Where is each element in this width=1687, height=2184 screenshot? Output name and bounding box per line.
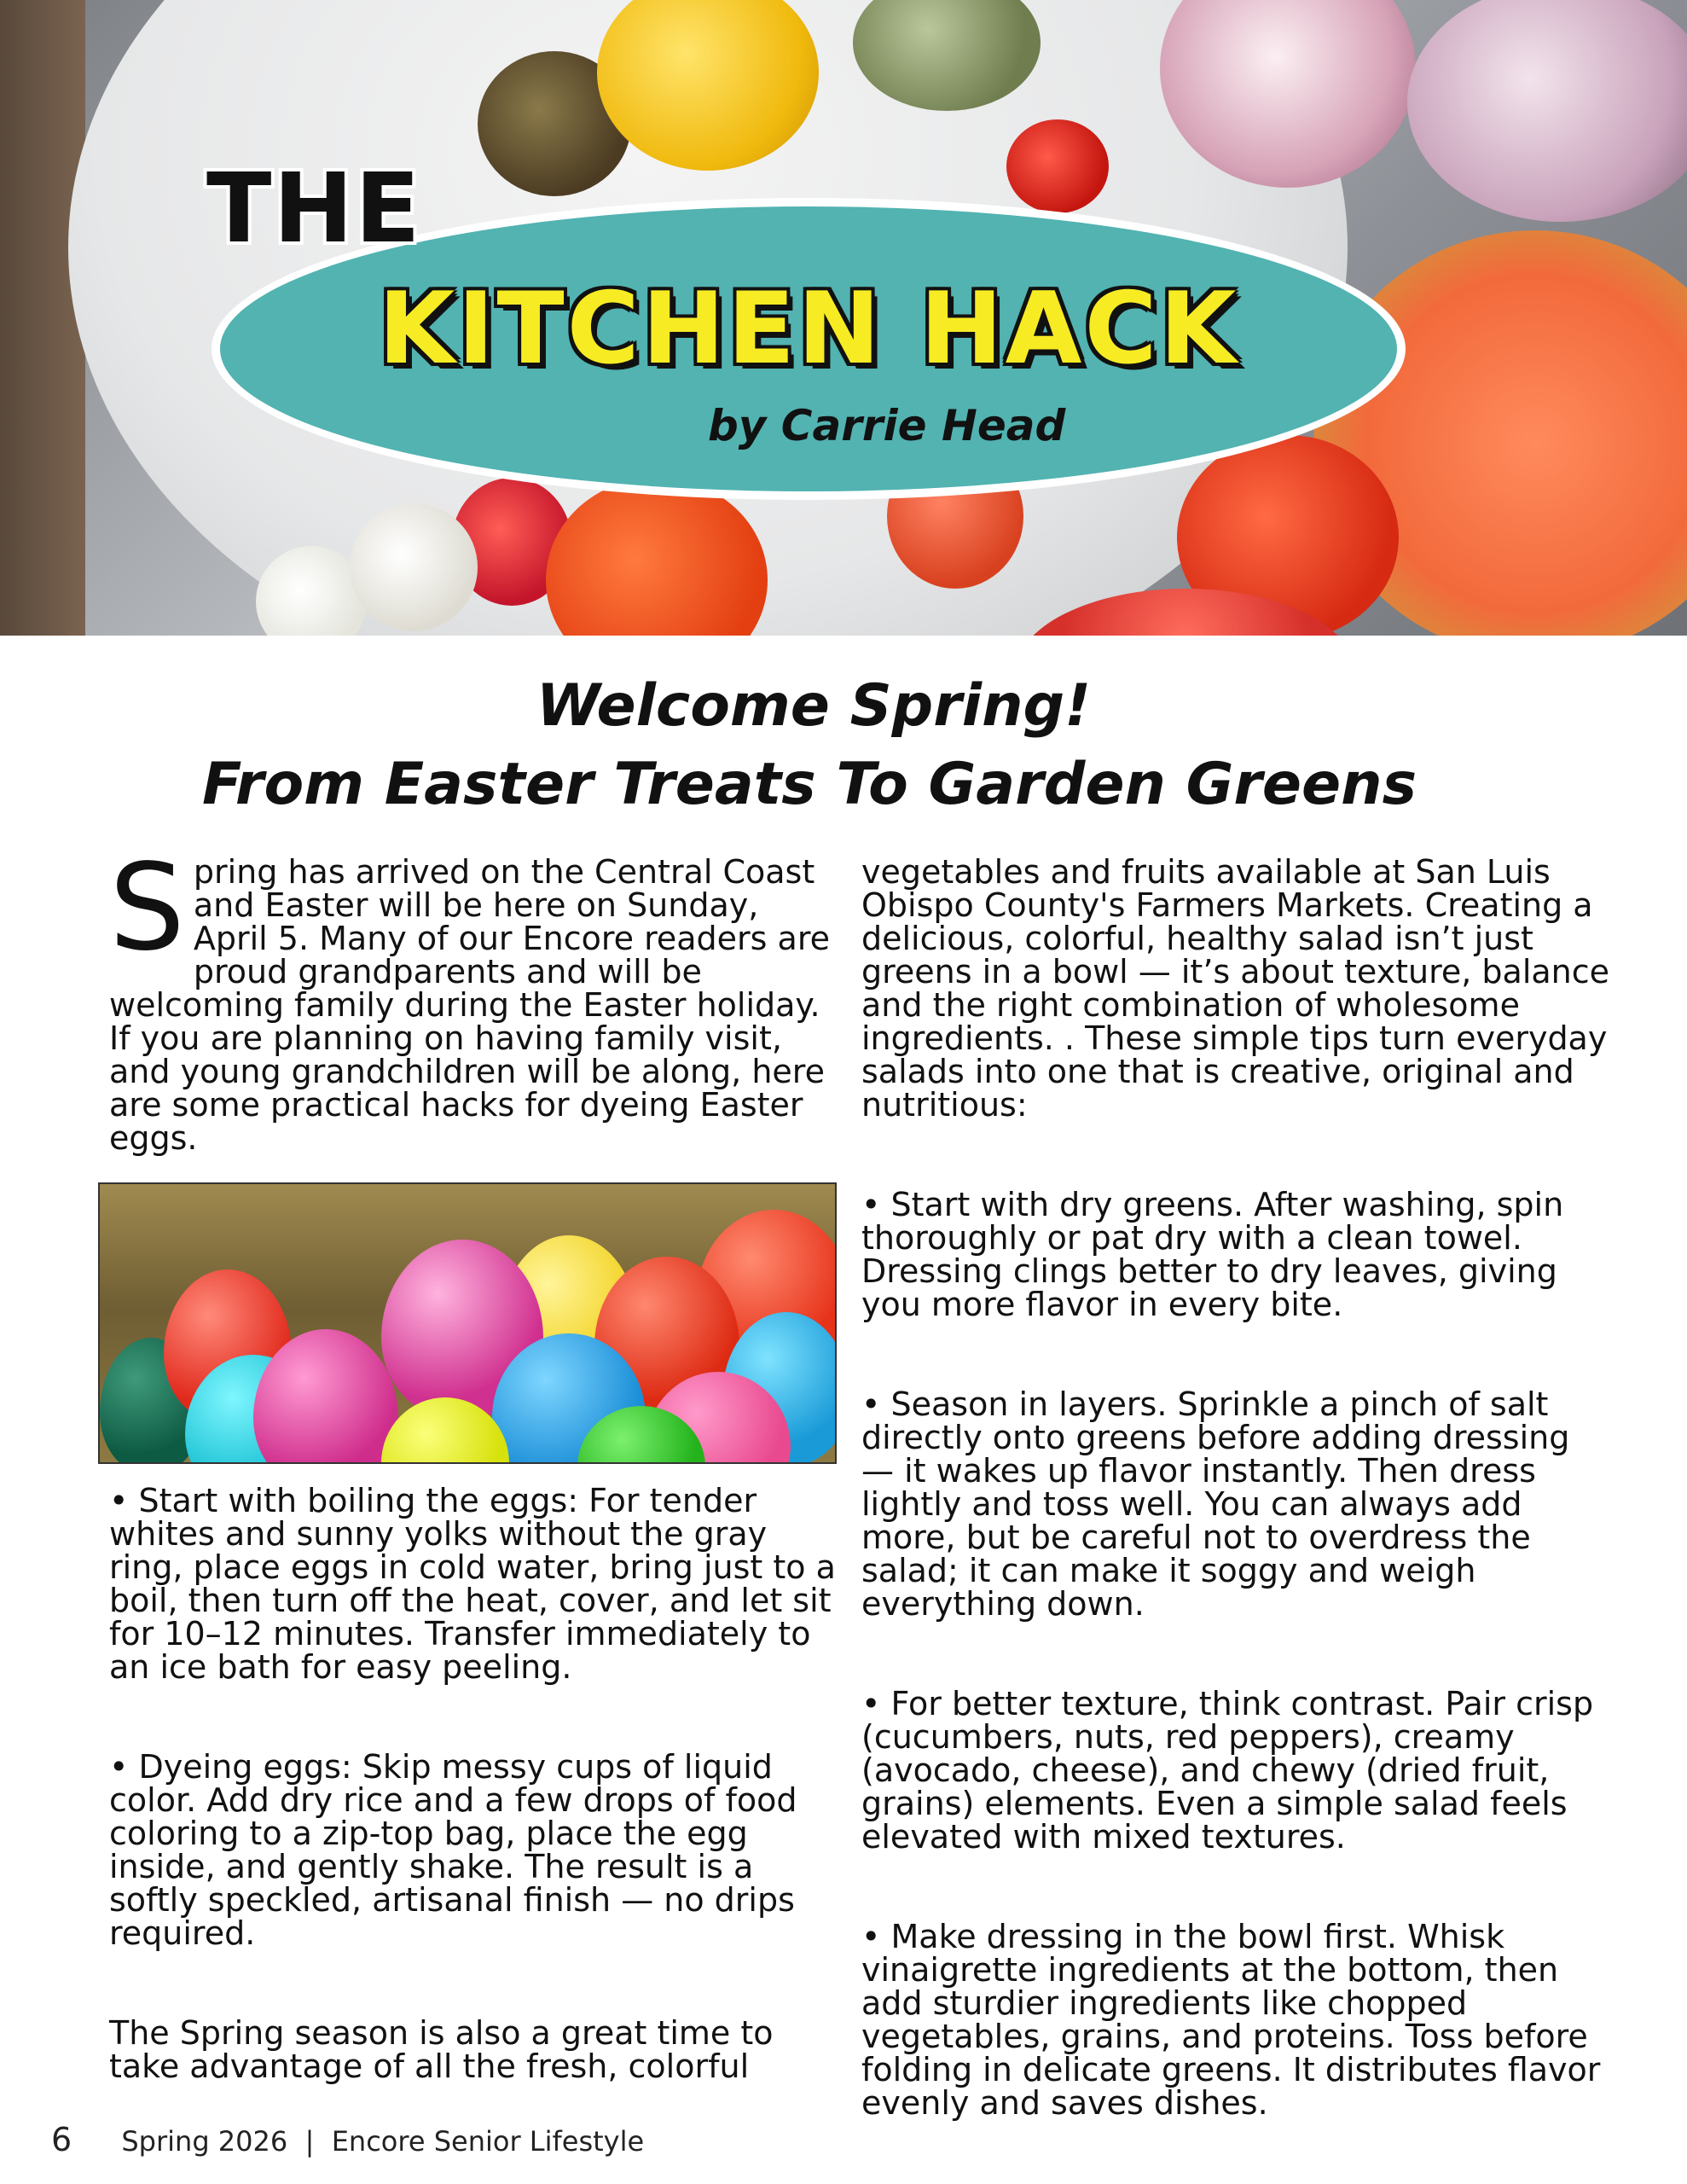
article-headline <box>0 667 1687 824</box>
headline-line-2: From Easter Treats To Garden Greens <box>201 751 1417 818</box>
title-the: THE <box>206 154 422 264</box>
right-column <box>861 853 1612 2122</box>
salad-tip-season-layers: • Season in layers. Sprinkle a pinch of salt directly onto greens before adding dressing — it wakes up flavor instantly. Then dress lightly and toss well. You can always add more, but be careful not to overdress the salad; it can make it soggy and weigh everything down. <box>861 1385 1570 1623</box>
onion <box>1407 0 1687 222</box>
salad-tip-texture: • For better texture, think contrast. Pair crisp (cucumbers, nuts, red peppers), creamy (avocado, cheese), and chewy (dried fruit, grains) elements. Even a simple salad feels elevated with mixed textures. <box>861 1685 1594 1856</box>
salad-tip-dressing: • Make dressing in the bowl first. Whisk vinaigrette ingredients at the bottom, then add sturdier ingredients like chopped vegetables, grains, and proteins. Toss before folding in delicate greens. It distributes flavor evenly and saves dishes. <box>861 1918 1601 2122</box>
page-footer <box>51 2121 644 2158</box>
white-turnip <box>350 503 478 631</box>
issue-label: Spring 2026 | Encore Senior Lifestyle <box>121 2125 645 2158</box>
egg-tip-boiling: • Start with boiling the eggs: For tender whites and sunny yolks without the gray ring, place eggs in cold water, bring just to a boil, then turn off the heat, cover, and let sit for 10–12 minutes. Transfer immediately to an ice bath for easy peeling. <box>109 1482 836 1686</box>
closing-paragraph: The Spring season is also a great time to take advantage of all the fresh, colorful <box>109 2014 774 2085</box>
salad-tip-dry-greens: • Start with dry greens. After washing, spin thoroughly or pat dry with a clean towel. Dressing clings better to dry leaves, giving you more flavor in every bite. <box>861 1186 1564 1323</box>
wooden-board <box>0 0 85 636</box>
intro-paragraph: pring has arrived on the Central Coast and Easter will be here on Sunday, April 5. Many of our Encore readers are proud grandparents and will be welcoming family during the Easter holiday. If you are planning on having family visit, and young grandchildren will be along, here are some practical hacks for dyeing Easter eggs. <box>109 853 830 1157</box>
page-number: 6 <box>51 2121 72 2158</box>
author-byline: by Carrie Head <box>708 401 1066 450</box>
headline-line-1: Welcome Spring! <box>536 672 1092 740</box>
salad-intro-paragraph: vegetables and fruits available at San Luis Obispo County's Farmers Markets. Creating a delicious, colorful, healthy salad isn’t just greens in a bowl — it’s about texture, balance and the right combination of wholesome ingredients. . These simple tips turn everyday salads into one that is creative, original and nutritious: <box>861 853 1610 1124</box>
left-column-tips <box>109 1484 843 2083</box>
left-column-intro <box>109 839 843 1157</box>
egg-tip-dyeing: • Dyeing eggs: Skip messy cups of liquid color. Add dry rice and a few drops of food coloring to a zip-top bag, place the egg inside, and gently shake. The result is a softly speckled, artisanal finish — no drips required. <box>109 1748 797 1952</box>
easter-eggs-photo <box>98 1182 837 1464</box>
drop-cap: S <box>109 839 185 978</box>
hero-banner <box>0 0 1687 636</box>
cherry-tomato <box>1006 119 1109 213</box>
title-kitchen-hack: KITCHEN HACK <box>378 271 1239 386</box>
